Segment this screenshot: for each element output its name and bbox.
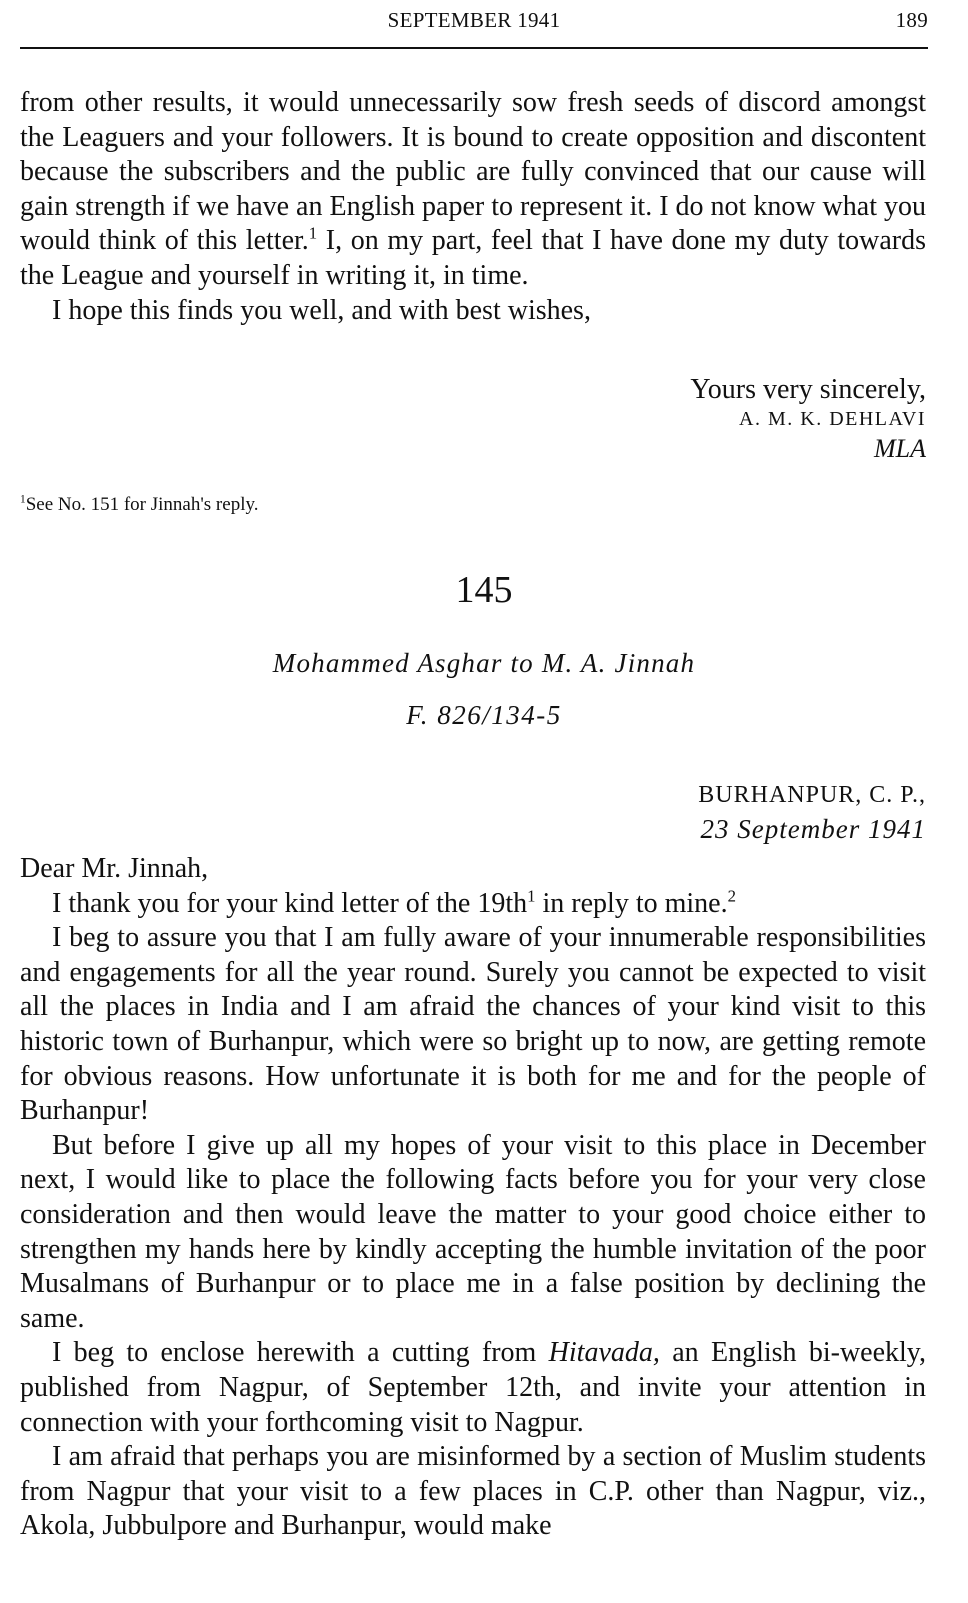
closing-salutation: Yours very sincerely,: [690, 374, 926, 405]
letter-paragraph: [20, 1336, 926, 1440]
signatory-name: A. M. K. DEHLAVI: [739, 408, 926, 430]
footnote-ref: 1: [308, 224, 318, 244]
newspaper-title: Hitavada,: [548, 1337, 660, 1369]
footnote-text: See No. 151 for Jinnah's reply.: [25, 494, 259, 515]
letter-paragraph: [20, 887, 926, 922]
footnote-ref: 1: [527, 886, 536, 906]
letter-dehlavi-body: [20, 86, 926, 328]
letter-date: 23 September 1941: [700, 814, 926, 844]
running-header: [20, 6, 928, 36]
document-file-reference: F. 826/134-5: [406, 700, 562, 730]
letter-paragraph: I hope this finds you well, and with best wishes,: [52, 294, 591, 326]
footnote-marker: 1: [20, 493, 26, 506]
page-number: 189: [895, 8, 928, 32]
letter-paragraph: [20, 86, 926, 294]
footnote-ref: 2: [727, 886, 736, 906]
running-title: SEPTEMBER 1941: [387, 8, 561, 32]
paragraph-text: from other results, it would unnecessarily sow fresh seeds of discord amongst the Leaguers and your followers. It is bound to create opposition and discontent because the subscribers and the public are fully convinced that our cause will gain strength if we have an English paper to represent it. I do not know what you would think of this letter.: [20, 87, 926, 257]
letter-place: BURHANPUR, C. P.,: [698, 782, 926, 808]
document-heading: Mohammed Asghar to M. A. Jinnah: [272, 648, 696, 678]
document-number: 145: [455, 569, 513, 611]
footnote: [20, 494, 259, 516]
letter-paragraph: But before I give up all my hopes of your visit to this place in December next, I would like to place the following facts before you for your very close consideration and then would leave the matter to your good choice either to strengthen my hands here by kindly accepting the humble invitation of the poor Musalmans of Burhanpur or to place me in a false position by declining the same.: [20, 1129, 926, 1334]
letter-paragraph: I am afraid that perhaps you are misinformed by a section of Muslim students from Nagpur that your visit to a few places in C.P. other than Nagpur, viz., Akola, Jubbulpore and Burhanpur, would make: [20, 1441, 926, 1542]
paragraph-text: an English bi-weekly, published from Nagpur, of September 12th, and invite your attention in connection with your forthcoming visit to Nagpur.: [20, 1337, 926, 1438]
paragraph-text: I beg to enclose herewith a cutting from: [52, 1337, 549, 1369]
letter-asghar-body: [20, 852, 926, 1544]
salutation: Dear Mr. Jinnah,: [20, 853, 209, 884]
paragraph-text: I, on my part, feel that I have done my duty towards the League and yourself in writing it, in time.: [20, 225, 926, 291]
paragraph-text: in reply to mine.: [535, 887, 728, 919]
paragraph-text: I thank you for your kind letter of the 19th: [52, 887, 528, 919]
letter-paragraph: I beg to assure you that I am fully aware of your innumerable responsibilities and engagements for all the year round. Surely you cannot be expected to visit all the places in India and I am afraid the chances of your kind visit to this historic town of Burhanpur, which were so bright up to now, are getting remote for obvious reasons. How unfortunate it is both for me and for the people of Burhanpur!: [20, 922, 926, 1127]
header-rule: [20, 47, 928, 49]
signatory-designation: MLA: [874, 434, 926, 463]
